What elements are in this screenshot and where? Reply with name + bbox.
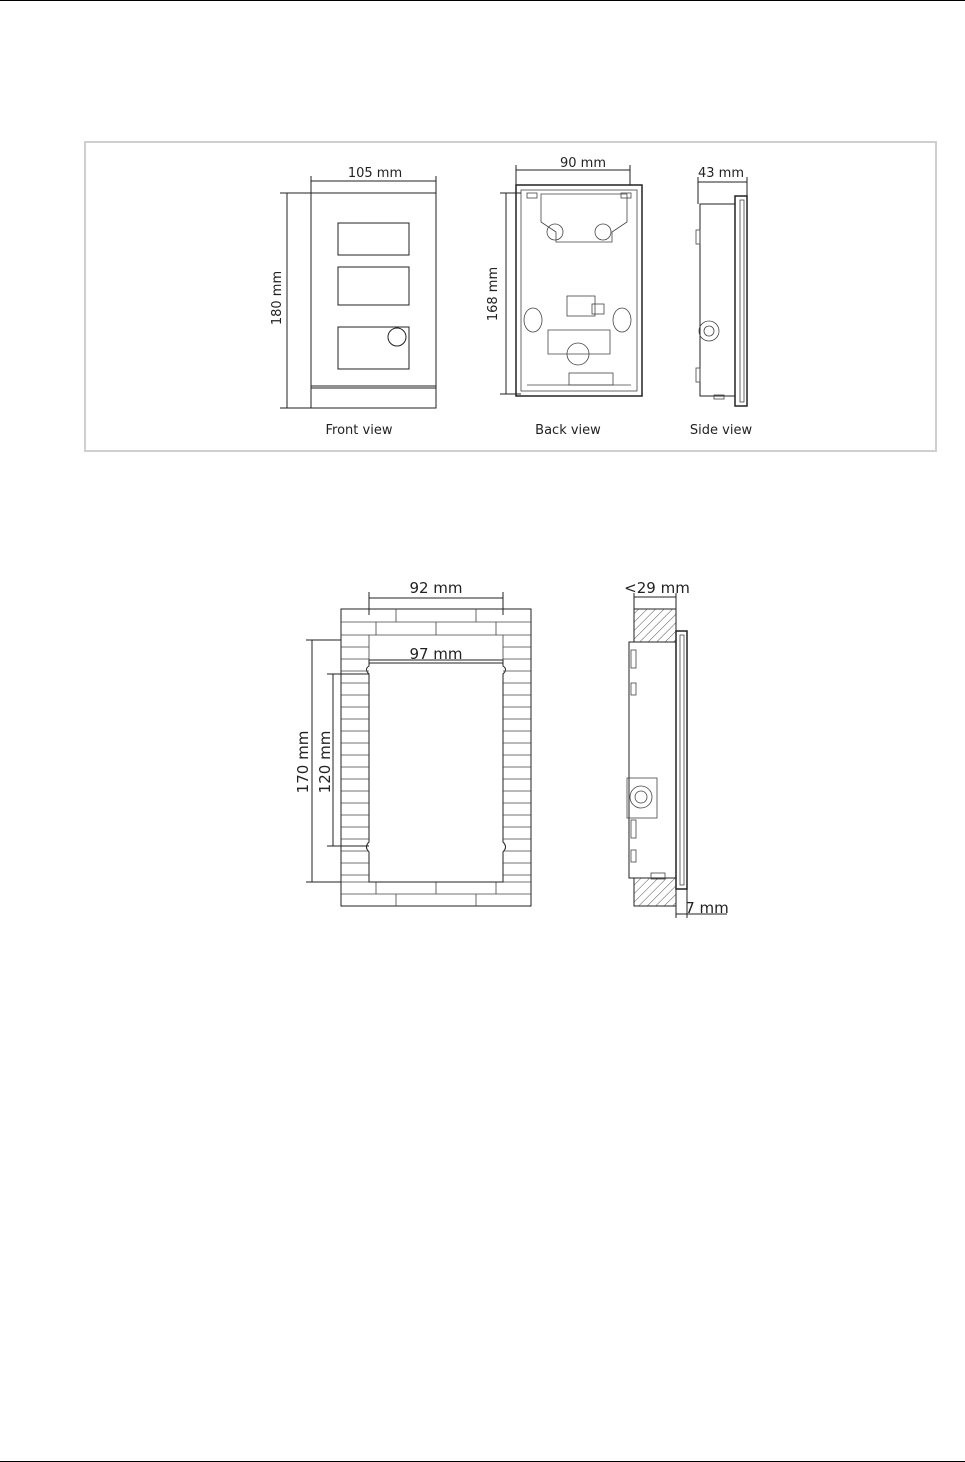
wall-bricks-right bbox=[503, 647, 531, 875]
back-width-label: 90 mm bbox=[559, 156, 607, 171]
back-height-label: 168 mm bbox=[486, 266, 501, 322]
wall-depth-label: <29 mm bbox=[624, 579, 690, 597]
side-view-drawing bbox=[696, 177, 747, 406]
front-view-caption: Front view bbox=[325, 423, 393, 438]
cutout-inner-width-label: 97 mm bbox=[409, 645, 463, 663]
side-depth-label: 43 mm bbox=[697, 166, 745, 181]
cutout-top-width-label: 92 mm bbox=[409, 579, 463, 597]
back-view-caption: Back view bbox=[535, 423, 601, 438]
cutout-outer-height-label: 170 mm bbox=[294, 730, 312, 794]
cutout-inner-height-label: 120 mm bbox=[316, 730, 334, 794]
front-height-label: 180 mm bbox=[270, 270, 285, 326]
back-view-drawing bbox=[500, 165, 642, 396]
wall-bricks-left bbox=[341, 647, 369, 875]
side-view-caption: Side view bbox=[689, 423, 753, 438]
front-view-drawing bbox=[280, 176, 436, 408]
front-width-label: 105 mm bbox=[347, 166, 403, 181]
section-view-drawing bbox=[627, 593, 727, 918]
protrusion-label: 7 mm bbox=[685, 899, 729, 917]
